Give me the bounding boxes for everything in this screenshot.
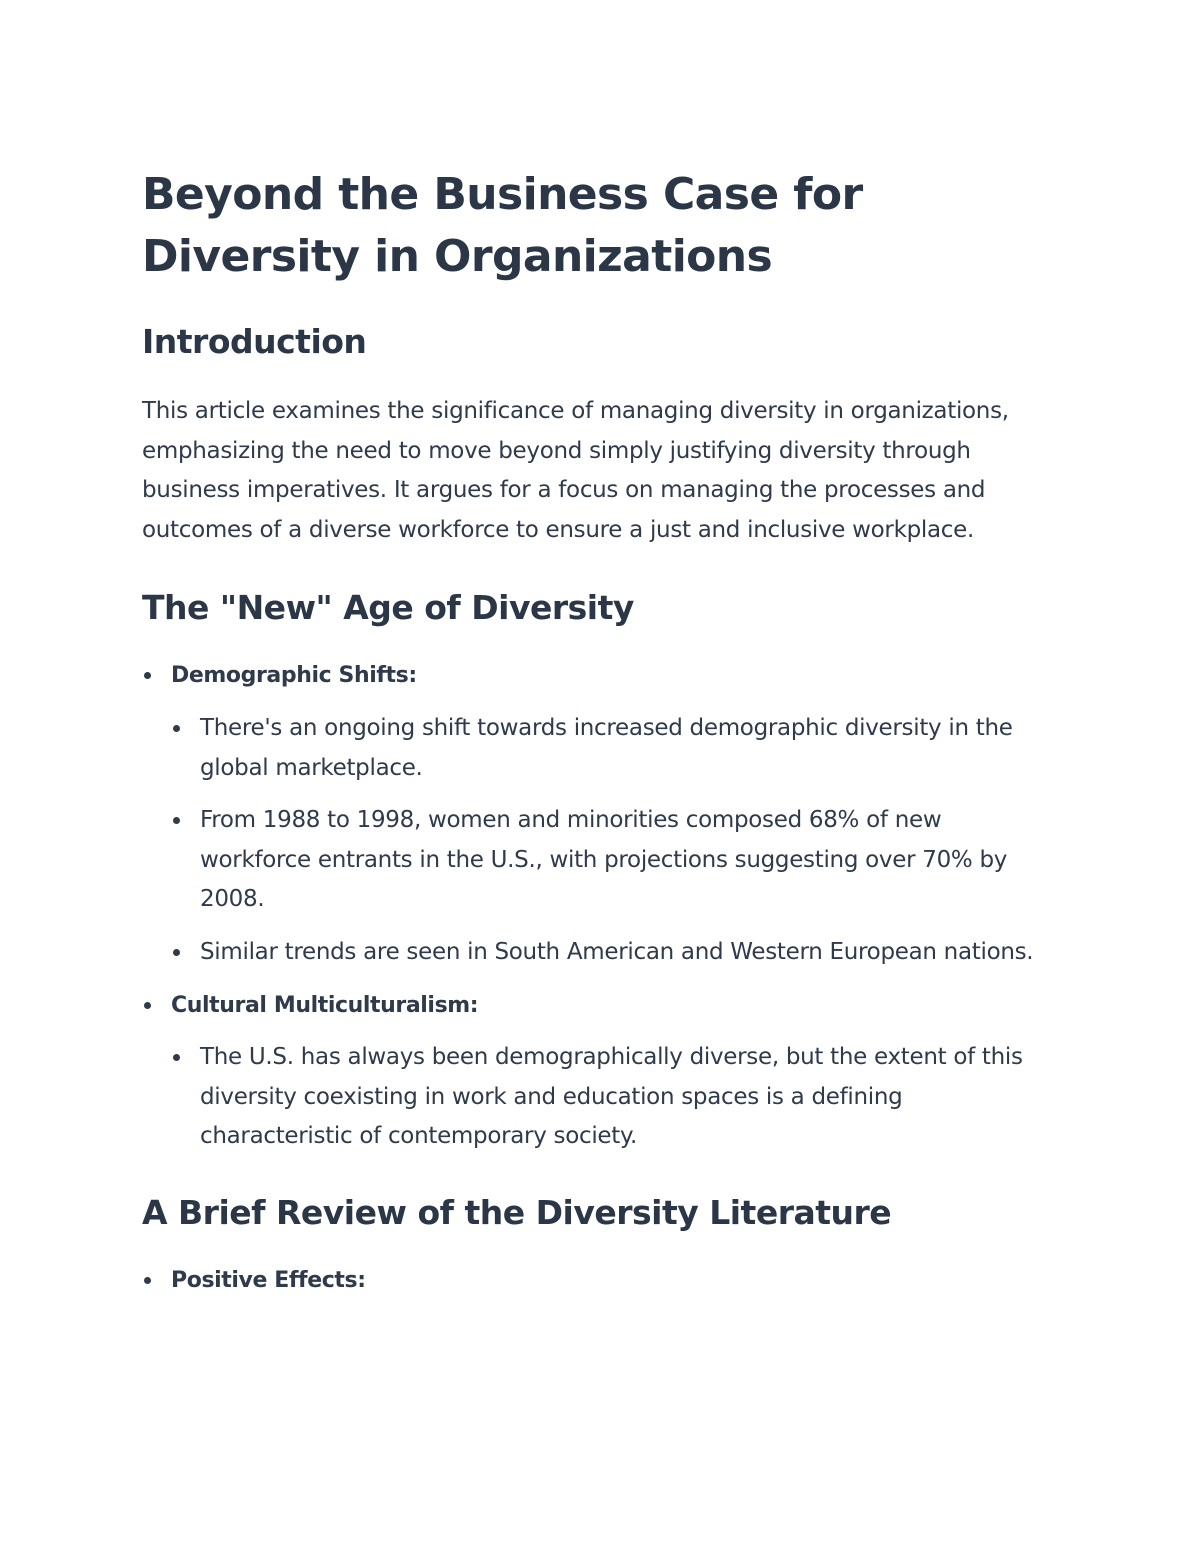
list-item-label: Cultural Multiculturalism:: [171, 992, 479, 1018]
bullet-icon: [173, 1054, 180, 1061]
cultural-multiculturalism-sublist: [171, 1038, 1042, 1157]
document-page: [142, 164, 1042, 1301]
bullet-icon: [144, 1002, 151, 1009]
list-item-label: Demographic Shifts:: [171, 663, 417, 689]
list-item-demographic-shifts: [142, 656, 1042, 972]
sub-list-item: [171, 801, 1042, 920]
new-age-list: [142, 656, 1042, 1157]
heading-new-age-of-diversity: The "New" Age of Diversity: [142, 588, 634, 628]
demographic-shifts-sublist: [171, 709, 1042, 973]
bullet-icon: [173, 817, 180, 824]
bullet-icon: [144, 672, 151, 679]
sub-list-item-text: There's an ongoing shift towards increased demographic diversity in the global marketplace.: [200, 714, 1013, 781]
sub-list-item: [171, 709, 1042, 788]
list-item-positive-effects: [142, 1261, 1042, 1301]
heading-diversity-literature: A Brief Review of the Diversity Literature: [142, 1192, 892, 1232]
sub-list-item: [171, 933, 1042, 973]
literature-list: [142, 1261, 1042, 1301]
sub-list-item-text: The U.S. has always been demographically diverse, but the extent of this diversity coexisting in work and education spaces is a defining characteristic of contemporary society.: [200, 1044, 1023, 1150]
document-title: Beyond the Business Case for Diversity in Organizations: [142, 169, 863, 282]
sub-list-item-text: From 1988 to 1998, women and minorities composed 68% of new workforce entrants in the U.S., with projections suggesting over 70% by 2008.: [200, 807, 1008, 913]
sub-list-item-text: Similar trends are seen in South American and Western European nations.: [200, 938, 1034, 965]
heading-introduction: Introduction: [142, 322, 367, 361]
list-item-cultural-multiculturalism: [142, 986, 1042, 1157]
bullet-icon: [173, 725, 180, 732]
sub-list-item: [171, 1038, 1042, 1157]
bullet-icon: [144, 1277, 151, 1284]
list-item-label: Positive Effects:: [171, 1267, 366, 1293]
introduction-paragraph: This article examines the significance of managing diversity in organizations, emphasizing the need to move beyond simply justifying diversity through business imperatives. It argues for a focus on managing the processes and outcomes of a diverse workforce to ensure a just and inclusive workplace.: [142, 398, 1009, 543]
bullet-icon: [173, 949, 180, 956]
